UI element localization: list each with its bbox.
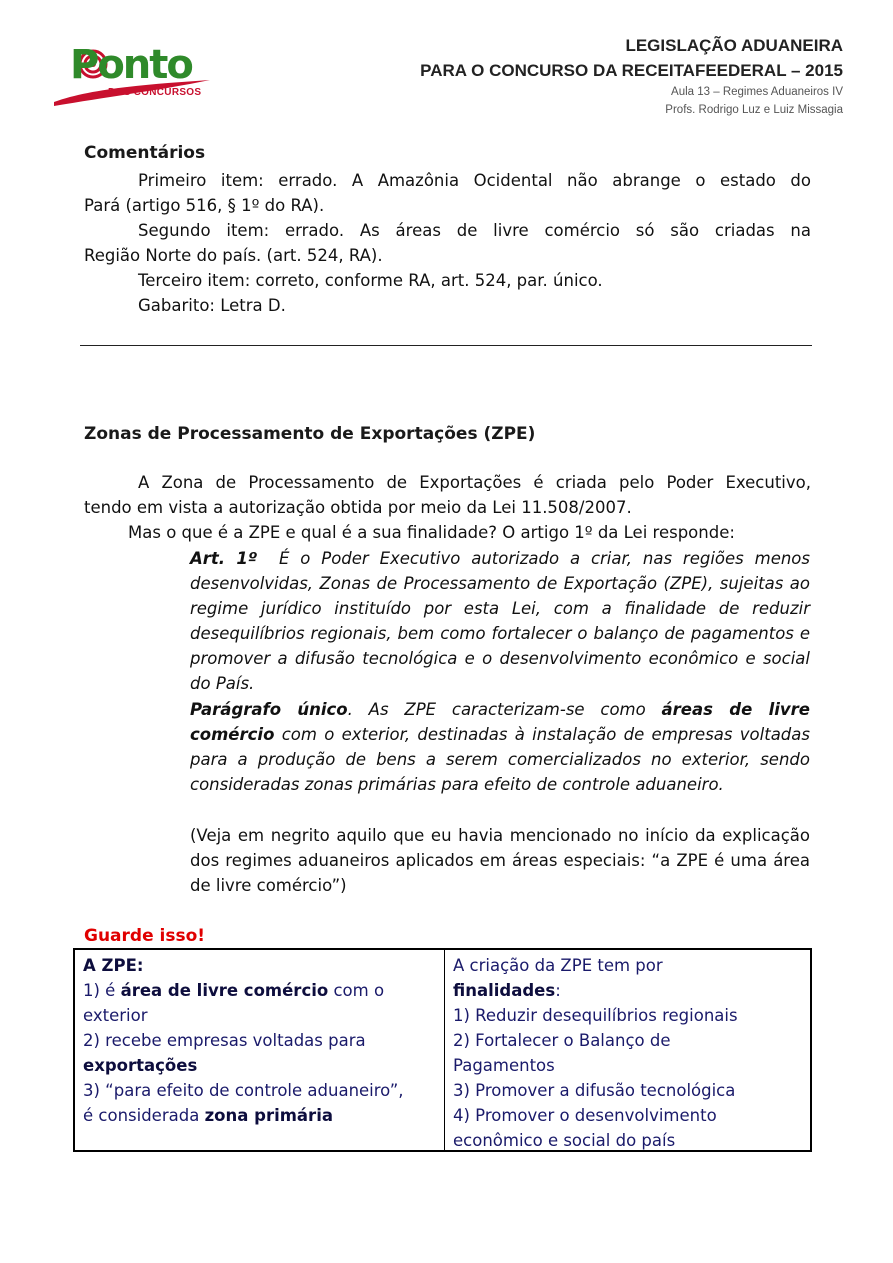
zpe-p2: Mas o que é a ZPE e qual é a sua finalidade? O artigo 1º da Lei responde:	[128, 523, 735, 542]
zpe-intro	[84, 470, 811, 545]
paragrafo-label: Parágrafo único	[190, 700, 348, 719]
logo	[52, 40, 212, 110]
table-right-l5: Pagamentos	[453, 1056, 555, 1075]
table-right-l3: 1) Reduzir desequilíbrios regionais	[453, 1006, 738, 1025]
table-right-l2-post: :	[555, 981, 561, 1000]
header-authors: Profs. Rodrigo Luz e Luiz Missagia	[665, 104, 843, 116]
table-left-l3: 2) recebe empresas voltadas para	[83, 1031, 366, 1050]
paragrafo-text-1: . As ZPE caracterizam-se como	[347, 700, 662, 719]
header-title-line1: LEGISLAÇÃO ADUANEIRA	[625, 36, 843, 55]
zpe-p1-a: A Zona de Processamento de Exportações é criada pelo Poder Executivo,	[138, 473, 811, 492]
zpe-summary-table	[73, 948, 812, 1152]
guarde-isso-label: Guarde isso!	[84, 926, 206, 946]
table-right-l8: econômico e social do país	[453, 1131, 676, 1150]
table-left-l1-pre: 1) é	[83, 981, 121, 1000]
divider	[80, 345, 812, 346]
logo-subtitle: DOS CONCURSOS	[108, 87, 202, 98]
header-lesson: Aula 13 – Regimes Aduaneiros IV	[671, 86, 843, 98]
table-column-left	[75, 950, 445, 1150]
table-left-title: A ZPE:	[83, 956, 144, 975]
table-left-l6-bold: zona primária	[204, 1106, 333, 1125]
zpe-note: (Veja em negrito aquilo que eu havia mencionado no início da explicação dos regimes aduaneiros aplicados em áreas especiais: “a ZPE é uma área de livre comércio”)	[190, 826, 810, 895]
comments-title: Comentários	[84, 143, 206, 163]
art1-quote	[190, 546, 810, 696]
comment-item2-a: Segundo item: errado. As áreas de livre comércio só são criadas na	[138, 221, 811, 240]
table-left-l4: exportações	[83, 1056, 198, 1075]
table-left-l2: exterior	[83, 1006, 148, 1025]
zpe-p1-b: tendo em vista a autorização obtida por meio da Lei 11.508/2007.	[84, 498, 632, 517]
logo-word: Ponto	[70, 42, 192, 88]
comment-item1-b: Pará (artigo 516, § 1º do RA).	[84, 196, 325, 215]
table-left-l1-bold: área de livre comércio	[120, 981, 329, 1000]
header-title-line2: PARA O CONCURSO DA RECEITAFEEDERAL – 2015	[420, 61, 843, 80]
paragrafo-bold: áreas de livre comércio	[190, 700, 810, 744]
art1-label: Art. 1º	[190, 549, 258, 568]
table-left-l1-post: com o	[328, 981, 385, 1000]
table-right-l4: 2) Fortalecer o Balanço de	[453, 1031, 671, 1050]
table-left-l6-pre: é considerada	[83, 1106, 205, 1125]
table-left-l5: 3) “para efeito de controle aduaneiro”,	[83, 1081, 404, 1100]
zpe-title: Zonas de Processamento de Exportações (ZPE)	[84, 424, 536, 444]
comment-answer: Gabarito: Letra D.	[138, 296, 286, 315]
table-right-l7: 4) Promover o desenvolvimento	[453, 1106, 717, 1125]
paragrafo-unico	[190, 697, 810, 797]
comment-item1-a: Primeiro item: errado. A Amazônia Ocidental não abrange o estado do	[138, 171, 811, 190]
comment-item2-b: Região Norte do país. (art. 524, RA).	[84, 246, 383, 265]
table-column-right	[445, 950, 810, 1150]
table-right-l1: A criação da ZPE tem por	[453, 956, 663, 975]
table-right-l6: 3) Promover a difusão tecnológica	[453, 1081, 736, 1100]
paragrafo-text-2: com o exterior, destinadas à instalação de empresas voltadas para a produção de bens a serem comercializados no exterior, sendo consideradas zonas primárias para efeito de controle aduaneiro.	[190, 725, 810, 794]
comments-body	[84, 168, 811, 318]
art1-text: É o Poder Executivo autorizado a criar, nas regiões menos desenvolvidas, Zonas de Processamento de Exportação (ZPE), sujeitas ao regime jurídico instituído por esta Lei, com a finalidade de reduzir desequilíbrios regionais, bem como fortalecer o balanço de pagamentos e promover a difusão tecnológica e o desenvolvimento econômico e social do País.	[190, 549, 810, 693]
table-right-l2-bold: finalidades	[453, 981, 556, 1000]
comment-item3: Terceiro item: correto, conforme RA, art. 524, par. único.	[138, 271, 603, 290]
